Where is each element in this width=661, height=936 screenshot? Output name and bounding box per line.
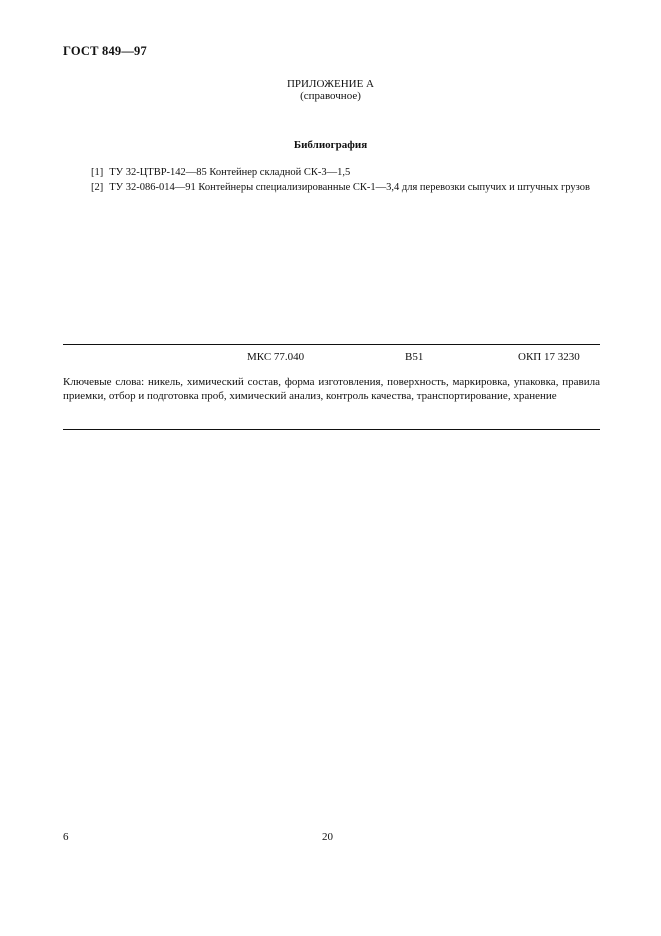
bibliography-title: Библиография — [293, 139, 368, 151]
bibliography-item-number: [1] — [91, 167, 104, 178]
group-code: В51 — [405, 351, 424, 363]
bibliography-item — [63, 166, 600, 179]
standard-code: ГОСТ 849—97 — [63, 44, 147, 58]
page-number-center: 20 — [322, 831, 333, 843]
mks-code: МКС 77.040 — [247, 351, 305, 363]
bibliography-item-number: [2] — [91, 182, 104, 193]
okp-code: ОКП 17 3230 — [518, 351, 580, 363]
divider-bottom — [63, 429, 600, 430]
appendix-heading — [200, 78, 461, 102]
divider-top — [63, 344, 600, 345]
appendix-title: ПРИЛОЖЕНИЕ А — [286, 78, 374, 90]
bibliography-item-text: ТУ 32-086-014—91 Контейнеры специализированные СК-1—3,4 для перевозки сыпучих и штучных грузов — [109, 182, 590, 193]
bibliography-item — [63, 181, 600, 194]
appendix-subtitle: (справочное) — [300, 90, 361, 102]
bibliography-item-text: ТУ 32-ЦТВР-142—85 Контейнер складной СК-3—1,5 — [109, 167, 351, 178]
bibliography-list — [63, 166, 600, 196]
page-number-left: 6 — [63, 831, 69, 843]
keywords-paragraph: Ключевые слова: никель, химический состав, форма изготовления, поверхность, маркировка, упаковка, правила приемки, отбор и подготовка проб, химический анализ, контроль качества, транспортирование, хранение — [63, 376, 600, 402]
